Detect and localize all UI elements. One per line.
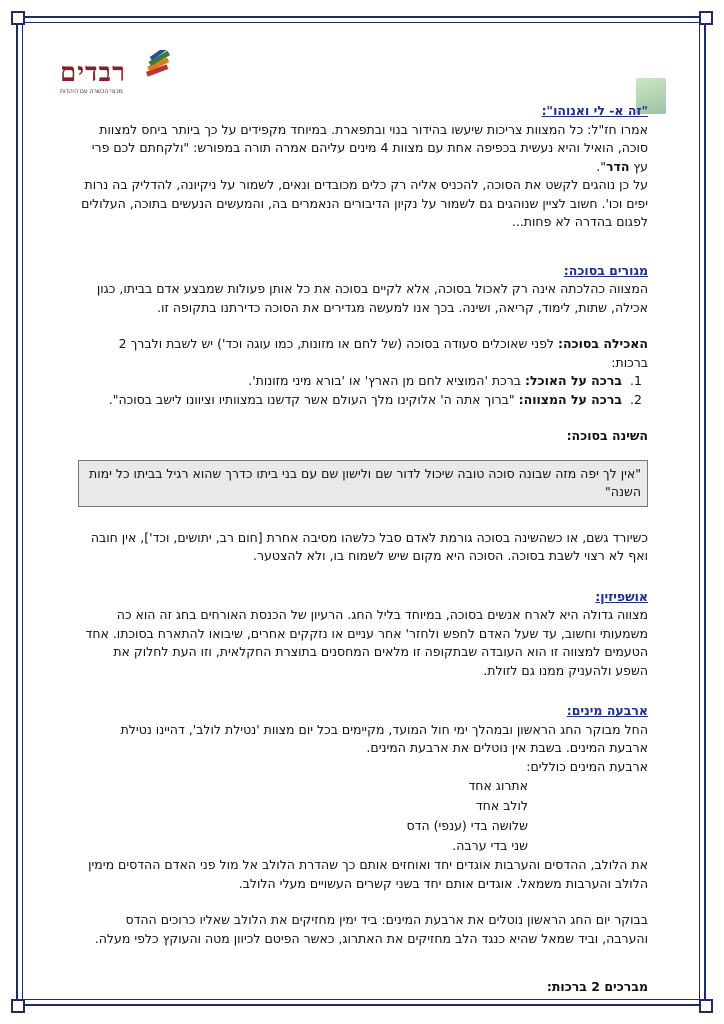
list-item: שלושה בדי (ענפי) הדס xyxy=(406,818,528,833)
logo-title: רבדים xyxy=(60,58,126,88)
species-list xyxy=(78,776,648,856)
dwelling-title: מגורים בסוכה: xyxy=(563,262,648,278)
hiddur-paragraph-1: אמרו חז"ל: כל המצוות צריכות שיעשו בהידור בנוי ובתפארת. במיוחד מקפידים על כך ביותר ביחס למצוות סוכה, הואיל והיא נעשית בכפיפה אחת עם מצוות 4 מינים עליהם אמרה תורה במפורש: "ולקחתם לכם פרי עץ הדר". xyxy=(91,121,648,174)
list-item: 1. ברכה על האוכל: ברכת 'המוציא לחם מן הארץ' או 'בורא מיני מזונות'. xyxy=(78,372,626,391)
corner-ornament xyxy=(11,999,25,1013)
list-item: לולב אחד xyxy=(475,798,528,813)
hiddur-paragraph-2: על כן נוהגים לקשט את הסוכה, להכניס אליה רק כלים מכובדים ונאים, לשמור על ניקיונה, להדליק בה נרות יפים וכו'. חשוב לציין שנוהגים גם לשמור על נקיון הדיבורים הנאמרים בה, והמעשים הנעשים בתוכה, העלולים לפגום בהדרה לא פחות... xyxy=(81,177,648,229)
logo xyxy=(60,50,172,98)
list-item: אתרוג אחד xyxy=(468,778,528,793)
corner-ornament xyxy=(699,11,713,25)
four-species-paragraph-3: בבוקר יום החג הראשון נוטלים את ארבעת המינים: ביד ימין מחזיקים את הלולב שאליו כרוכים ההדס והערבה, וביד שמאל שהיא כנגד הלב מחזיקים את האתרוג, כאשר הפיטם לכיוון מטה והעוקץ כלפי מעלה. xyxy=(94,912,648,946)
list-item: 2. ברכה על המצווה: "ברוך אתה ה' אלוקינו מלך העולם אשר קדשנו במצוותיו וציוונו לישב בסוכה". xyxy=(78,391,626,410)
closing-line: מברכים 2 ברכות: xyxy=(546,979,648,994)
four-species-title: ארבעה מינים: xyxy=(566,703,648,718)
eating-paragraph: האכילה בסוכה: לפני שאוכלים סעודה בסוכה (של לחם או מזונות, כמו עוגה וכד') יש לשבת ולברך 2 ברכות: xyxy=(118,336,648,370)
corner-ornament xyxy=(699,999,713,1013)
four-species-list-intro: ארבעת המינים כוללים: xyxy=(526,758,648,774)
guests-title: אושפיזין: xyxy=(595,588,648,604)
dwelling-paragraph: המצווה כהלכתה אינה רק לאכול בסוכה, אלא לקיים בסוכה את כל אותן פעולות שמבצע אדם בביתו, כגון אכילה, שתות, לימוד, קריאה, ושינה. בכך אנו למעשה מגדירים את הסוכה כדירתנו בתקופה זו. xyxy=(96,281,648,315)
logo-subtitle: מכוני הכשרה עם היהדות xyxy=(60,88,123,95)
four-species-paragraph-1: החל מבוקר החג הראשון ובמהלך ימי חול המועד, מקיימים בכל יום מצוות 'נטילת לולב', דהיינו נטילת ארבעת המינים. בשבת אין נוטלים את ארבעת המינים. xyxy=(120,721,648,755)
books-icon xyxy=(144,50,172,80)
guests-paragraph: מצווה גדולה היא לארח אנשים בסוכה, במיוחד בליל החג. הרעיון של הכנסת האורחים בחג זה הוא כה משמעותי וחשוב, עד שעל האדם לחפש ולחזר' אחר עניים או נזקקים אחרים, שיבואו להתארח בסוכתו. אחד הטעמים למצווה זו הוא העובדה שבתקופה זו מלאים המחסנים בתוצרת החקלאית, וזו העת לחלוק את השפע ולהעניק ממנו גם לזולת. xyxy=(85,607,648,678)
list-item: שני בדי ערבה. xyxy=(452,838,528,853)
corner-ornament xyxy=(11,11,25,25)
hiddur-title: "זה א- לי ואנוהו": xyxy=(541,103,648,118)
document-body xyxy=(78,102,648,997)
four-species-paragraph-2: את הלולב, ההדסים והערבות אוגדים יחד ואוחזים אותם כך שהדרת הלולב אל מול פני האדם ההדסים מימין הלולב והערבות משמאל. אוגדים אותם יחד בשני קשרים העשויים מעלי הלולב. xyxy=(88,857,648,891)
sleeping-quote: "אין לך יפה מזה שבונה סוכה טובה שיכול לדור שם ולישון שם עם בני ביתו כדרך שהוא רגיל בביתו כל ימות השנה" xyxy=(78,460,648,507)
blessings-list xyxy=(78,372,648,409)
sleeping-title: השינה בסוכה: xyxy=(566,428,648,443)
sleeping-paragraph: כשיורד גשם, או כשהשינה בסוכה גורמת לאדם סבל כלשהו מסיבה אחרת [חום רב, יתושים, וכד'], אין חובה ואף לא רצוי לשבת בסוכה. הסוכה היא מקום שיש לשמוח בו, ולא להצטער. xyxy=(90,529,648,563)
